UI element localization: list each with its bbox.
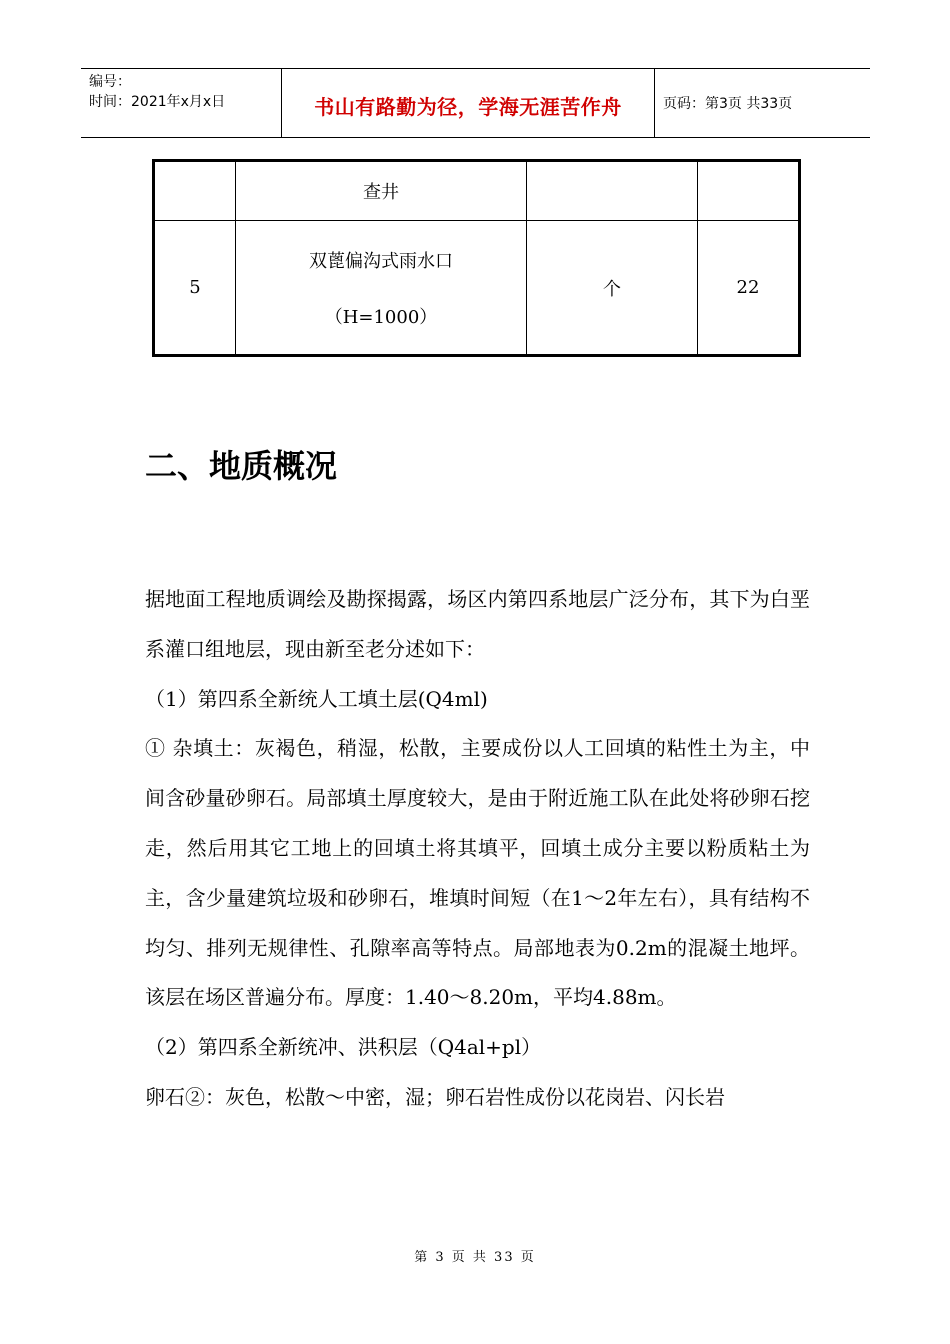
item-name: 双蓖偏沟式雨水口 <box>309 250 453 272</box>
page-header <box>81 68 870 138</box>
header-page-label: 页码：第3页 共33页 <box>663 96 793 112</box>
table-cell-quantity <box>698 161 800 221</box>
document-date-label: 时间：2021年x月x日 <box>89 94 226 110</box>
paragraph: 卵石②：灰色，松散～中密，湿；卵石岩性成份以花岗岩、闪长岩 <box>145 1084 725 1109</box>
table-cell-index <box>154 161 236 221</box>
table-cell-unit: 个 <box>527 221 698 356</box>
table-cell-index: 5 <box>154 221 236 356</box>
header-divider <box>654 69 655 137</box>
header-motto: 书山有路勤为径，学海无涯苦作舟 <box>314 95 622 119</box>
table-cell-item <box>236 221 527 356</box>
paragraph: （2）第四系全新统冲、洪积层（Q4al+pl） <box>145 1035 542 1060</box>
table-row <box>154 161 800 221</box>
document-number-label: 编号： <box>89 74 131 90</box>
paragraph: （1）第四系全新统人工填土层(Q4ml) <box>145 686 488 711</box>
section-heading: 二、地质概况 <box>145 447 338 485</box>
table-cell-item: 查井 <box>236 161 527 221</box>
table-cell-unit <box>527 161 698 221</box>
section-body <box>145 575 810 1123</box>
table-row <box>154 221 800 356</box>
quantity-table <box>152 159 801 357</box>
table-cell-quantity: 22 <box>698 221 800 356</box>
paragraph: ① 杂填土：灰褐色，稍湿，松散，主要成份以人工回填的粘性土为主，中间含砂量砂卵石。局部填土厚度较大，是由于附近施工队在此处将砂卵石挖走，然后用其它工地上的回填土将其填平，回填土成分主要以粉质粘土为主，含少量建筑垃圾和砂卵石，堆填时间短（在1～2年左右），具有结构不均匀、排列无规律性、孔隙率高等特点。局部地表为0.2m的混凝土地坪。该层在场区普遍分布。厚度：1.40～8.20m，平均4.88m。 <box>145 736 810 1010</box>
item-spec: （H=1000） <box>324 306 438 328</box>
header-meta <box>89 72 225 112</box>
page-footer: 第 3 页 共 33 页 <box>414 1250 536 1265</box>
paragraph: 据地面工程地质调绘及勘探揭露，场区内第四系地层广泛分布，其下为白垩系灌口组地层，现由新至老分述如下： <box>145 587 810 661</box>
